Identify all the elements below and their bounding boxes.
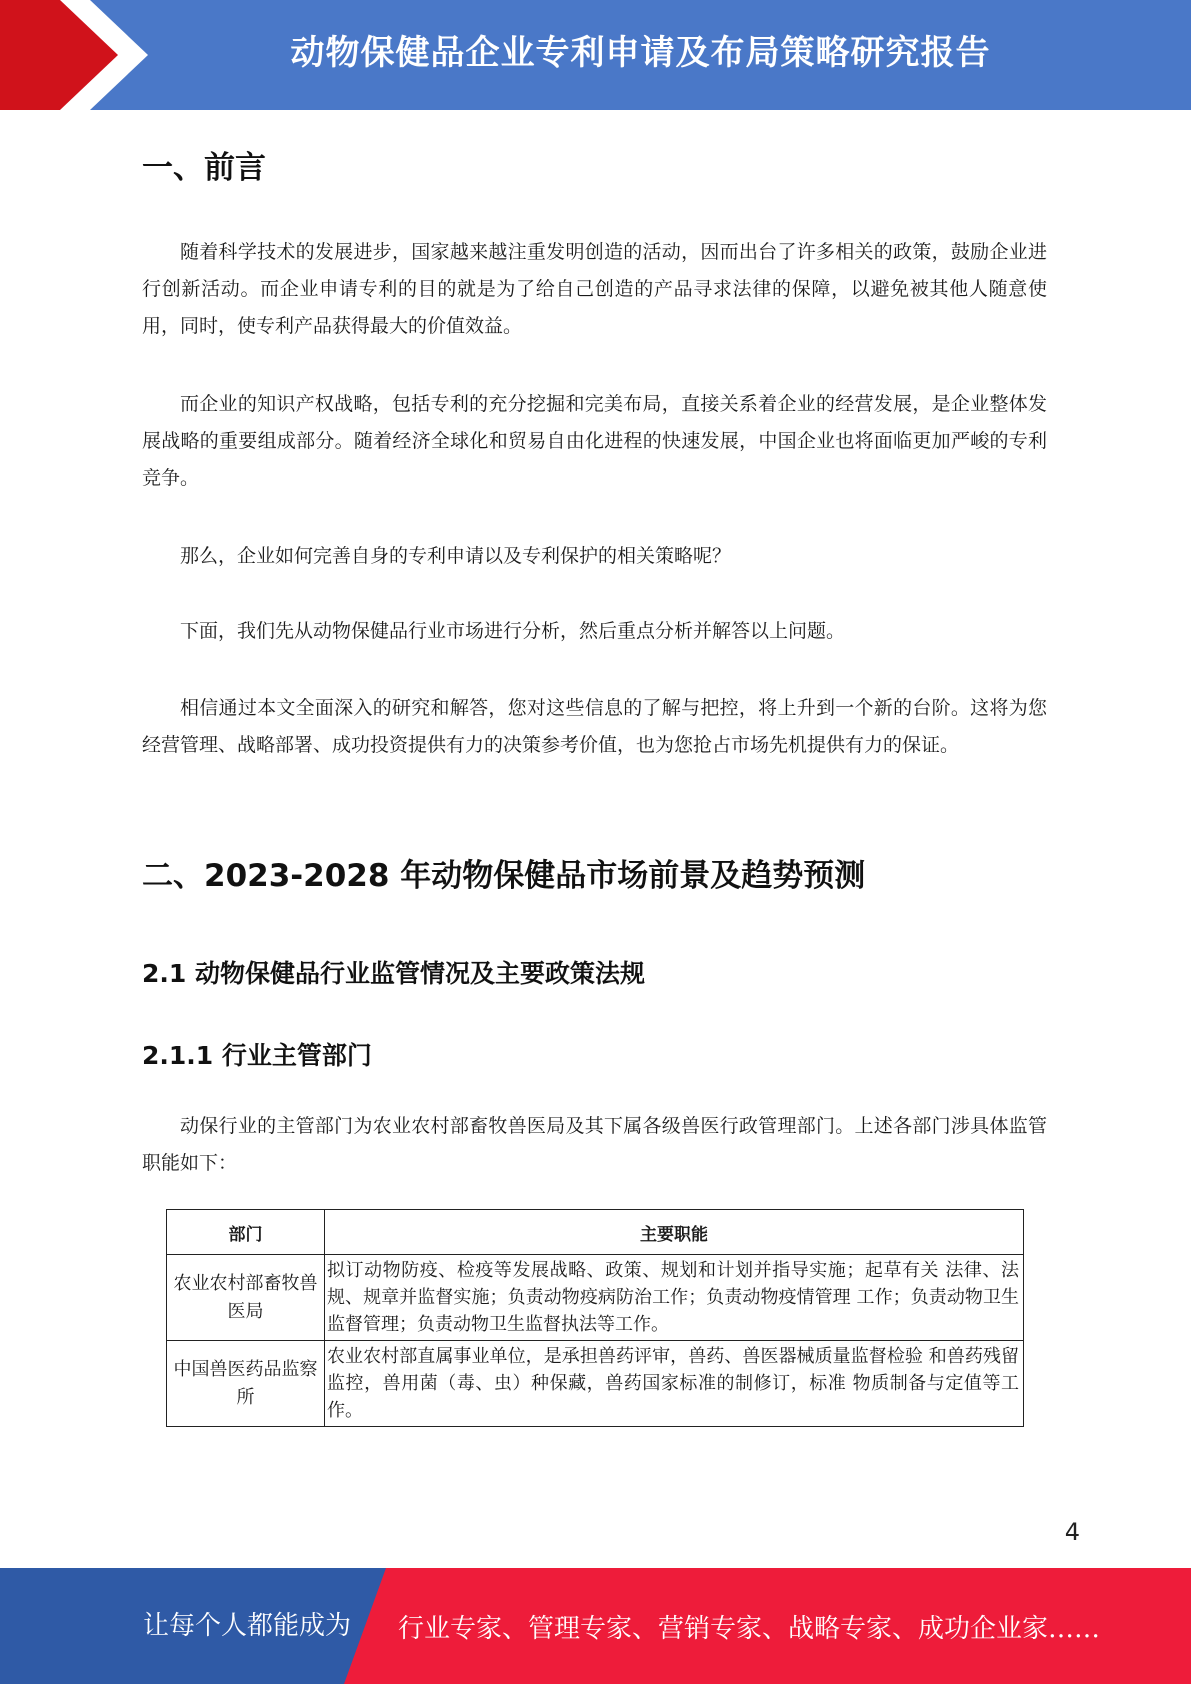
paragraph-3: 那么，企业如何完善自身的专利申请以及专利保护的相关策略呢？: [180, 545, 732, 567]
authority-table: [166, 1209, 1024, 1427]
table-header-dept: 部门: [167, 1210, 325, 1255]
document-title: 动物保健品企业专利申请及布局策略研究报告: [290, 33, 991, 73]
table-header-row: [167, 1210, 1024, 1255]
subsection-heading-authority: 2.1.1 行业主管部门: [142, 1041, 372, 1070]
table-cell-duty: 拟订动物防疫、检疫等发展战略、政策、规划和计划并指导实施；起草有关 法律、法规、规章并监督实施；负责动物疫病防治工作；负责动物疫情管理 工作；负责动物卫生监督管理；负责动物卫生监督执法等工作。: [325, 1255, 1024, 1341]
section-heading-preface: 一、前言: [142, 150, 266, 186]
section-heading-forecast: 二、2023-2028 年动物保健品市场前景及趋势预测: [142, 858, 866, 894]
table-row: [167, 1341, 1024, 1427]
page-number: 4: [1064, 1518, 1080, 1546]
paragraph-4: 下面，我们先从动物保健品行业市场进行分析，然后重点分析并解答以上问题。: [180, 620, 846, 642]
footer-slogan-left: 让每个人都能成为: [143, 1611, 352, 1641]
header-banner: [0, 0, 1191, 110]
table-cell-dept: 中国兽医药品监察所: [167, 1341, 325, 1427]
table-cell-duty: 农业农村部直属事业单位，是承担兽药评审，兽药、兽医器械质量监督检验 和兽药残留监控，兽用菌（毒、虫）种保藏，兽药国家标准的制修订，标准 物质制备与定值等工作。: [325, 1341, 1024, 1427]
paragraph-authority-intro: 动保行业的主管部门为农业农村部畜牧兽医局及其下属各级兽医行政管理部门。上述各部门涉具体监管职能如下：: [142, 1115, 1047, 1174]
subsection-heading-regulation: 2.1 动物保健品行业监管情况及主要政策法规: [142, 959, 645, 988]
footer-banner: [0, 1568, 1191, 1684]
table-header-duty: 主要职能: [325, 1210, 1024, 1255]
paragraph-5: 相信通过本文全面深入的研究和解答，您对这些信息的了解与把控，将上升到一个新的台阶。这将为您经营管理、战略部署、成功投资提供有力的决策参考价值，也为您抢占市场先机提供有力的保证。: [142, 697, 1047, 756]
paragraph-2: 而企业的知识产权战略，包括专利的充分挖掘和完美布局，直接关系着企业的经营发展，是企业整体发展战略的重要组成部分。随着经济全球化和贸易自由化进程的快速发展，中国企业也将面临更加严峻的专利竞争。: [142, 393, 1047, 489]
table-row: [167, 1255, 1024, 1341]
footer-slogan-right: 行业专家、管理专家、营销专家、战略专家、成功企业家……: [398, 1614, 1101, 1644]
paragraph-1: 随着科学技术的发展进步，国家越来越注重发明创造的活动，因而出台了许多相关的政策，鼓励企业进行创新活动。而企业申请专利的目的就是为了给自己创造的产品寻求法律的保障，以避免被其他人随意使用，同时，使专利产品获得最大的价值效益。: [142, 241, 1047, 337]
table-cell-dept: 农业农村部畜牧兽医局: [167, 1255, 325, 1341]
